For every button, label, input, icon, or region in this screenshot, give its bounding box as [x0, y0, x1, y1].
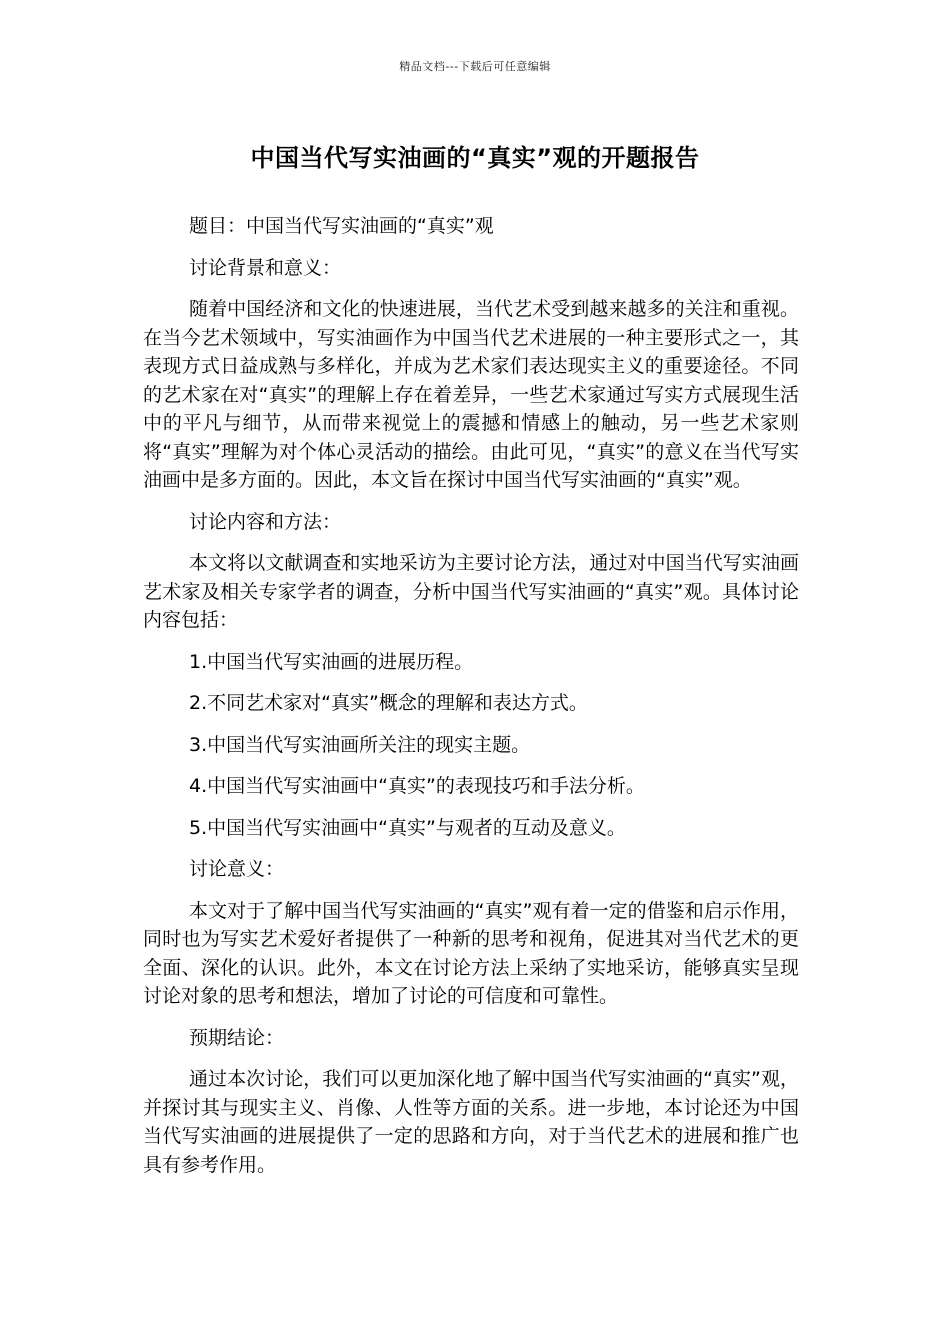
significance-paragraph: 本文对于了解中国当代写实油画的“真实”观有着一定的借鉴和启示作用，同时也为写实艺术爱好者提供了一种新的思考和视角，促进其对当代艺术的更全面、深化的认识。此外，本文在讨论方法上采纳了实地采访，能够真实呈现讨论对象的思考和想法，增加了讨论的可信度和可靠性。: [143, 899, 799, 1007]
method-list-item: 5.中国当代写实油画中“真实”与观者的互动及意义。: [189, 816, 626, 839]
method-list-item: 4.中国当代写实油画中“真实”的表现技巧和手法分析。: [189, 775, 645, 797]
method-list-item: 3.中国当代写实油画所关注的现实主题。: [189, 733, 531, 756]
conclusion-heading: 预期结论：: [189, 1026, 285, 1049]
method-list-item: 1.中国当代写实油画的进展历程。: [189, 650, 474, 673]
document-body: [143, 212, 799, 1192]
method-heading: 讨论内容和方法：: [189, 510, 342, 533]
background-paragraph: 随着中国经济和文化的快速进展，当代艺术受到越来越多的关注和重视。在当今艺术领域中，写实油画作为中国当代艺术进展的一种主要形式之一，其表现方式日益成熟与多样化，并成为艺术家们表达现实主义的重要途径。不同的艺术家在对“真实”的理解上存在着差异，一些艺术家通过写实方式展现生活中的平凡与细节，从而带来视觉上的震撼和情感上的触动，另一些艺术家则将“真实”理解为对个体心灵活动的描绘。由此可见，“真实”的意义在当代写实油画中是多方面的。因此，本文旨在探讨中国当代写实油画的“真实”观。: [143, 298, 799, 491]
method-list-item: 2.不同艺术家对“真实”概念的理解和表达方式。: [189, 692, 588, 714]
header-note: 精品文档---下载后可任意编辑: [399, 60, 551, 73]
method-paragraph: 本文将以文献调查和实地采访为主要讨论方法，通过对中国当代写实油画艺术家及相关专家学者的调查，分析中国当代写实油画的“真实”观。具体讨论内容包括：: [143, 552, 799, 631]
conclusion-paragraph: 通过本次讨论，我们可以更加深化地了解中国当代写实油画的“真实”观，并探讨其与现实主义、肖像、人性等方面的关系。进一步地，本讨论还为中国当代写实油画的进展提供了一定的思路和方向，对于当代艺术的进展和推广也具有参考作用。: [143, 1068, 799, 1176]
significance-heading: 讨论意义：: [189, 858, 285, 880]
page-title: 中国当代写实油画的“真实”观的开题报告: [250, 144, 700, 172]
background-heading: 讨论背景和意义：: [189, 256, 342, 279]
topic-line: 题目：中国当代写实油画的“真实”观: [189, 215, 494, 237]
